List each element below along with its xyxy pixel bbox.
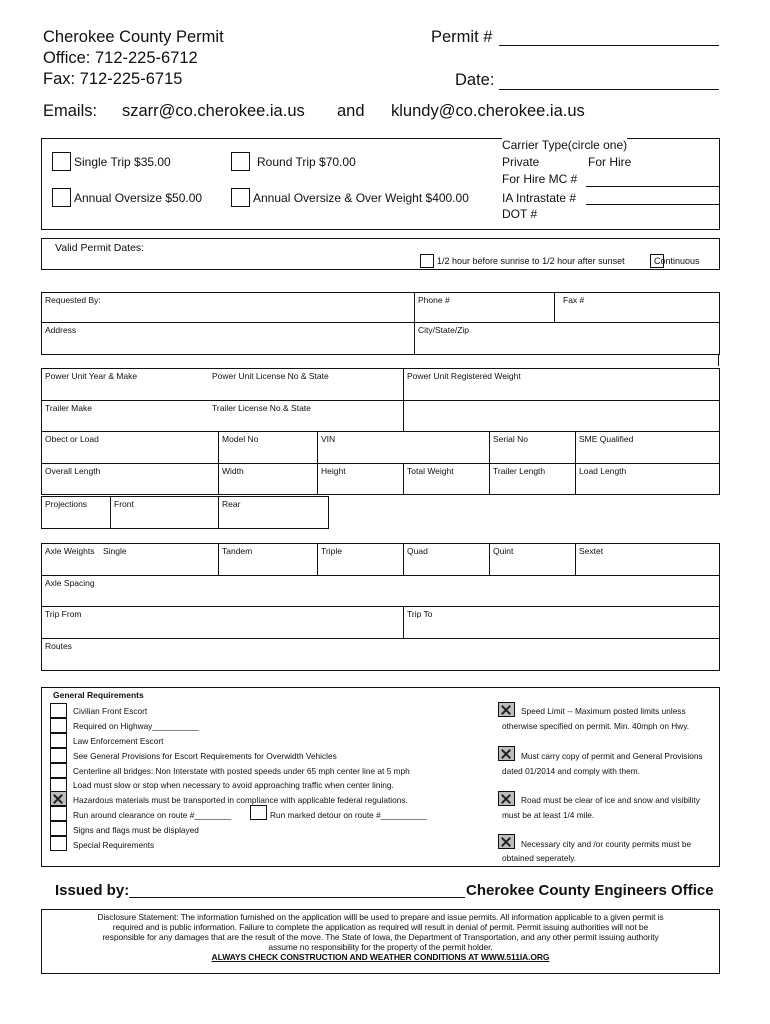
routes-label: Routes: [45, 641, 72, 651]
disclosure-line: Disclosure Statement: The information furnished on the application willl be used to prepare and issue permits. All information applicable to a given permit is: [97, 912, 664, 922]
req-law-enforcement: Law Enforcement Escort: [73, 736, 164, 746]
mc-number-field[interactable]: [586, 186, 720, 187]
req-signs-flags: Signs and flags must be displayed: [73, 825, 199, 835]
req-run-around: Run around clearance on route #________: [73, 810, 232, 820]
axle-tandem-label: Tandem: [222, 546, 253, 556]
construction-weather-link[interactable]: ALWAYS CHECK CONSTRUCTION AND WEATHER CONDITIONS AT WWW.511IA.ORG: [211, 952, 550, 962]
sunrise-sunset-label: 1/2 hour before sunrise to 1/2 hour after sunset: [437, 256, 625, 266]
centerline-bridges-checkbox[interactable]: [50, 763, 67, 778]
round-trip-label: Round Trip $70.00: [257, 155, 356, 169]
rear-label: Rear: [222, 499, 241, 509]
req-city-county-2: obtained seperately.: [502, 853, 577, 863]
axle-sextet-label: Sextet: [579, 546, 604, 556]
sme-field[interactable]: [576, 432, 720, 464]
city-state-zip-field[interactable]: [415, 323, 720, 355]
req-carry-permit-1: Must carry copy of permit and General Provisions: [521, 751, 703, 761]
required-highway-checkbox[interactable]: [50, 718, 67, 733]
permit-number-label: Permit #: [431, 28, 493, 46]
city-county-permits-checkbox[interactable]: [498, 834, 515, 849]
requested-by-label: Requested By:: [45, 295, 101, 305]
overwidth-provisions-checkbox[interactable]: [50, 748, 67, 763]
axle-tandem-field[interactable]: [219, 544, 318, 576]
overall-length-label: Overall Length: [45, 466, 101, 476]
axle-quint-field[interactable]: [490, 544, 576, 576]
serial-no-label: Serial No: [493, 434, 528, 444]
email-szarr[interactable]: szarr@co.cherokee.ia.us: [122, 102, 305, 120]
req-speed-limit-2: otherwise specified on permit. Min. 40mph on Hwy.: [502, 721, 690, 731]
axle-sextet-field[interactable]: [576, 544, 720, 576]
office-phone: Office: 712-225-6712: [43, 49, 198, 67]
routes-field[interactable]: [42, 639, 720, 671]
blank-cell[interactable]: [404, 401, 720, 432]
sme-label: SME Qualified: [579, 434, 634, 444]
round-trip-checkbox[interactable]: [231, 152, 250, 171]
city-state-zip-label: City/State/Zip: [418, 325, 470, 335]
speed-limit-checkbox[interactable]: [498, 702, 515, 717]
req-overwidth-provisions: See General Provisions for Escort Requirements for Overwidth Vehicles: [73, 751, 337, 761]
address-label: Address: [45, 325, 77, 335]
vin-field[interactable]: [318, 432, 490, 464]
fax-number: Fax: 712-225-6715: [43, 70, 183, 88]
axle-weights-label: Axle Weights: [45, 546, 95, 556]
trailer-length-label: Trailer Length: [493, 466, 546, 476]
axle-single-field[interactable]: [42, 544, 219, 576]
object-load-label: Obect or Load: [45, 434, 99, 444]
road-clear-checkbox[interactable]: [498, 791, 515, 806]
email-klundy[interactable]: klundy@co.cherokee.ia.us: [391, 102, 585, 120]
rear-projection-field[interactable]: [219, 497, 329, 529]
axle-spacing-field[interactable]: [42, 576, 720, 607]
req-city-county-1: Necessary city and /or county permits must be: [521, 839, 692, 849]
power-unit-weight-label: Power Unit Registered Weight: [407, 371, 521, 381]
trailer-make-field[interactable]: [42, 401, 404, 432]
special-requirements-checkbox[interactable]: [50, 836, 67, 851]
run-marked-detour-checkbox[interactable]: [250, 805, 267, 820]
ia-intrastate-label: IA Intrastate #: [502, 191, 577, 205]
req-carry-permit-2: dated 01/2014 and comply with them.: [502, 766, 640, 776]
ia-intrastate-field[interactable]: [586, 204, 720, 205]
power-unit-year-label: Power Unit Year & Make: [45, 371, 138, 381]
engineers-office: Cherokee County Engineers Office: [466, 882, 714, 899]
trailer-license-label: Trailer License No & State: [212, 403, 311, 413]
law-enforcement-checkbox[interactable]: [50, 733, 67, 748]
projections-table: [41, 496, 329, 529]
run-around-checkbox[interactable]: [50, 806, 67, 821]
axle-quad-field[interactable]: [404, 544, 490, 576]
signs-flags-checkbox[interactable]: [50, 821, 67, 836]
total-weight-field[interactable]: [404, 464, 490, 495]
carrier-for-hire[interactable]: For Hire: [588, 155, 632, 169]
emails-label: Emails:: [43, 102, 98, 120]
req-road-clear-1: Road must be clear of ice and snow and visibility: [521, 795, 700, 805]
requestor-table: [41, 292, 720, 355]
width-field[interactable]: [219, 464, 318, 495]
fax-field[interactable]: [555, 293, 720, 323]
trip-to-label: Trip To: [407, 609, 433, 619]
annual-overweight-label: Annual Oversize & Over Weight $400.00: [253, 191, 469, 205]
axle-single-label: Single: [103, 546, 127, 556]
projections-label: Projections: [45, 499, 88, 509]
power-unit-weight-field[interactable]: [404, 369, 720, 401]
front-projection-field[interactable]: [111, 497, 219, 529]
general-requirements-title: General Requirements: [53, 690, 144, 700]
annual-oversize-label: Annual Oversize $50.00: [74, 191, 203, 205]
axle-trip-table: [41, 543, 720, 671]
axle-quint-label: Quint: [493, 546, 514, 556]
date-label: Date:: [455, 71, 495, 89]
sunrise-sunset-checkbox[interactable]: [420, 254, 434, 268]
trip-from-label: Trip From: [45, 609, 82, 619]
load-length-label: Load Length: [579, 466, 627, 476]
trip-from-field[interactable]: [42, 607, 404, 639]
req-run-marked-detour: Run marked detour on route #__________: [270, 810, 427, 820]
single-trip-checkbox[interactable]: [52, 152, 71, 171]
model-no-field[interactable]: [219, 432, 318, 464]
projections-cell: [42, 497, 111, 529]
disclosure-line: responsible for any damages that are the result of the move. The State of Iowa, the Department of Transportation, and any other permit issuing authority: [102, 932, 659, 942]
width-label: Width: [222, 466, 244, 476]
power-unit-license-label: Power Unit License No & State: [212, 371, 329, 381]
req-speed-limit-1: Speed Limit -- Maximum posted limits unless: [521, 706, 686, 716]
disclosure-line: assume no responsibility for the property of the permit holder.: [268, 942, 493, 952]
requested-by-field[interactable]: [42, 293, 415, 323]
req-civilian-escort: Civilian Front Escort: [73, 706, 148, 716]
disclosure-line: required and is public information. Failure to complete the application as required will result in denial of permit. Permit issuing authorities will not be: [112, 922, 649, 932]
permit-number-field[interactable]: [499, 45, 719, 46]
permit-title: Cherokee County Permit: [43, 28, 224, 46]
req-road-clear-2: must be at least 1/4 mile.: [502, 810, 595, 820]
continuous-label: Continuous: [654, 256, 700, 266]
phone-label: Phone #: [418, 295, 450, 305]
object-load-field[interactable]: [42, 432, 219, 464]
axle-spacing-label: Axle Spacing: [45, 578, 95, 588]
trailer-length-field[interactable]: [490, 464, 576, 495]
issued-by-label: Issued by:: [55, 882, 130, 899]
req-load-slow: Load must slow or stop when necessary to avoid approaching traffic when center lining.: [73, 780, 394, 790]
date-field[interactable]: [499, 89, 719, 90]
divider: [718, 354, 719, 366]
overall-length-field[interactable]: [42, 464, 219, 495]
req-special: Special Requirements: [73, 840, 155, 850]
civilian-escort-checkbox[interactable]: [50, 703, 67, 718]
height-field[interactable]: [318, 464, 404, 495]
front-label: Front: [114, 499, 134, 509]
hazmat-checkbox[interactable]: [50, 791, 67, 806]
phone-field[interactable]: [415, 293, 555, 323]
valid-dates-label: Valid Permit Dates:: [55, 242, 145, 254]
load-length-field[interactable]: [576, 464, 720, 495]
model-no-label: Model No: [222, 434, 259, 444]
vehicle-table: [41, 368, 720, 495]
total-weight-label: Total Weight: [407, 466, 454, 476]
req-hazmat: Hazardous materials must be transported in compliance with applicable federal regulations.: [73, 795, 408, 805]
mc-number-label: For Hire MC #: [502, 172, 578, 186]
axle-triple-field[interactable]: [318, 544, 404, 576]
disclosure-statement: [41, 912, 720, 962]
annual-oversize-checkbox[interactable]: [52, 188, 71, 207]
annual-overweight-checkbox[interactable]: [231, 188, 250, 207]
power-unit-year-field[interactable]: [42, 369, 404, 401]
dot-number-label: DOT #: [502, 207, 538, 221]
height-label: Height: [321, 466, 346, 476]
axle-triple-label: Triple: [321, 546, 342, 556]
serial-no-field[interactable]: [490, 432, 576, 464]
trip-to-field[interactable]: [404, 607, 720, 639]
fax-label: Fax #: [563, 295, 585, 305]
vin-label: VIN: [321, 434, 336, 444]
issued-by-field[interactable]: [129, 897, 465, 898]
axle-quad-label: Quad: [407, 546, 428, 556]
emails-and: and: [337, 102, 365, 120]
req-required-highway: Required on Highway__________: [73, 721, 199, 731]
trailer-make-label: Trailer Make: [45, 403, 92, 413]
carrier-type-label: Carrier Type(circle one): [502, 138, 628, 152]
single-trip-label: Single Trip $35.00: [74, 155, 171, 169]
address-field[interactable]: [42, 323, 415, 355]
carrier-private[interactable]: Private: [502, 155, 540, 169]
req-centerline-bridges: Centerline all bridges: Non Interstate with posted speeds under 65 mph center line at 5 mph: [73, 766, 410, 776]
carry-permit-checkbox[interactable]: [498, 746, 515, 761]
